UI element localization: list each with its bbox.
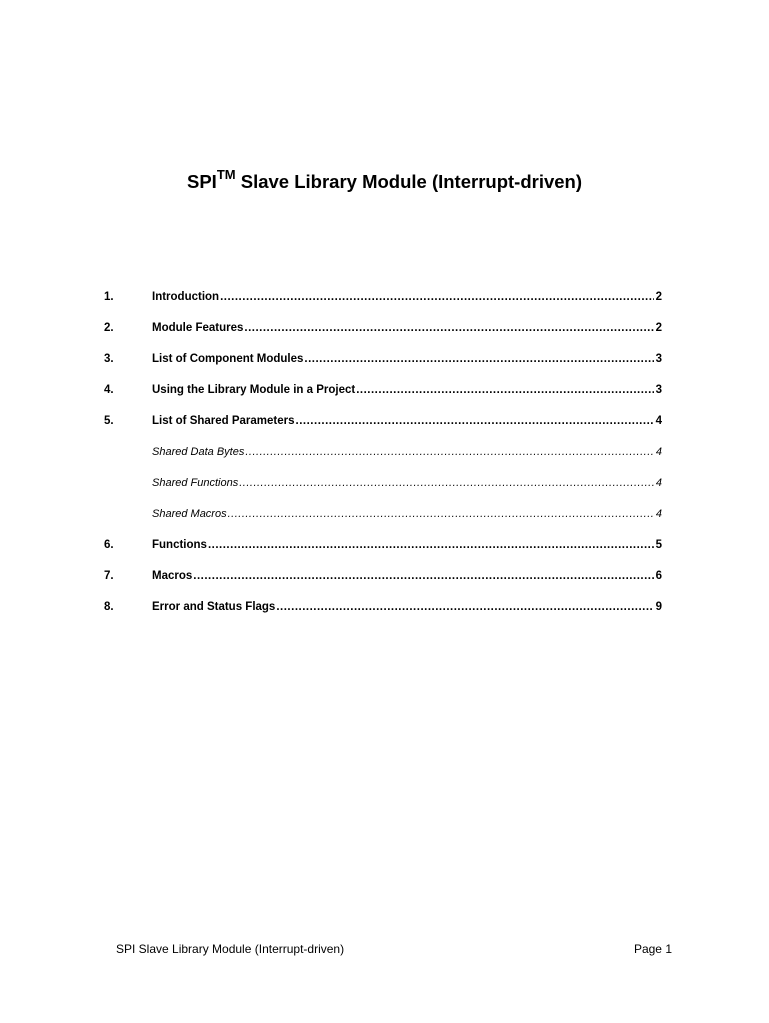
toc-entry-shared-functions[interactable] bbox=[104, 473, 662, 489]
toc-title: Module Features bbox=[152, 322, 244, 334]
toc-entry-error-status-flags[interactable] bbox=[104, 597, 662, 613]
toc-page-number: 5 bbox=[655, 539, 662, 551]
footer-page-number: Page 1 bbox=[633, 942, 672, 956]
toc-title: Shared Macros bbox=[152, 508, 227, 520]
toc-entry-shared-macros[interactable] bbox=[104, 504, 662, 520]
toc-title: Functions bbox=[152, 539, 207, 551]
title-main: SPI bbox=[186, 171, 217, 192]
toc-number: 4. bbox=[104, 384, 114, 396]
toc-entry-macros[interactable] bbox=[104, 566, 662, 582]
toc-dot-leader bbox=[208, 539, 654, 551]
toc-dot-leader bbox=[228, 508, 654, 520]
toc-number: 7. bbox=[104, 570, 114, 582]
toc-number: 1. bbox=[104, 291, 114, 303]
toc-title: List of Component Modules bbox=[152, 353, 304, 365]
toc-dot-leader bbox=[276, 601, 653, 613]
title-rest: Slave Library Module (Interrupt-driven) bbox=[235, 171, 583, 192]
toc-dot-leader bbox=[220, 291, 654, 303]
toc-page-number: 4 bbox=[655, 415, 662, 427]
toc-entry-shared-data-bytes[interactable] bbox=[104, 442, 662, 458]
toc-page-number: 9 bbox=[655, 601, 662, 613]
toc-page-number: 2 bbox=[655, 322, 662, 334]
toc-entry-introduction[interactable] bbox=[104, 287, 662, 303]
toc-title: Introduction bbox=[152, 291, 220, 303]
toc-page-number: 4 bbox=[655, 446, 662, 458]
toc-entry-component-modules[interactable] bbox=[104, 349, 662, 365]
toc-dot-leader bbox=[193, 570, 653, 582]
toc-entry-using-library-module[interactable] bbox=[104, 380, 662, 396]
toc-title: Error and Status Flags bbox=[152, 601, 276, 613]
toc-number: 2. bbox=[104, 322, 114, 334]
toc-page-number: 2 bbox=[655, 291, 662, 303]
toc-number: 3. bbox=[104, 353, 114, 365]
toc-entry-module-features[interactable] bbox=[104, 318, 662, 334]
toc-page-number: 4 bbox=[655, 508, 662, 520]
toc-title: Shared Functions bbox=[152, 477, 239, 489]
toc-page-number: 4 bbox=[655, 477, 662, 489]
toc-page-number: 6 bbox=[655, 570, 662, 582]
toc-dot-leader bbox=[296, 415, 654, 427]
toc-title: Macros bbox=[152, 570, 193, 582]
toc-dot-leader bbox=[245, 446, 654, 458]
toc-number: 6. bbox=[104, 539, 114, 551]
toc-title: Using the Library Module in a Project bbox=[152, 384, 356, 396]
footer-document-title: SPI Slave Library Module (Interrupt-driven) bbox=[116, 942, 345, 956]
toc-page-number: 3 bbox=[655, 353, 662, 365]
toc-dot-leader bbox=[304, 353, 653, 365]
toc-entry-shared-parameters[interactable] bbox=[104, 411, 662, 427]
toc-page-number: 3 bbox=[655, 384, 662, 396]
toc-dot-leader bbox=[239, 477, 654, 489]
toc-dot-leader bbox=[356, 384, 653, 396]
trademark-superscript: TM bbox=[216, 166, 236, 182]
toc-number: 8. bbox=[104, 601, 114, 613]
toc-number: 5. bbox=[104, 415, 114, 427]
toc-dot-leader bbox=[244, 322, 653, 334]
toc-entry-functions[interactable] bbox=[104, 535, 662, 551]
toc-title: Shared Data Bytes bbox=[152, 446, 245, 458]
toc-title: List of Shared Parameters bbox=[152, 415, 295, 427]
